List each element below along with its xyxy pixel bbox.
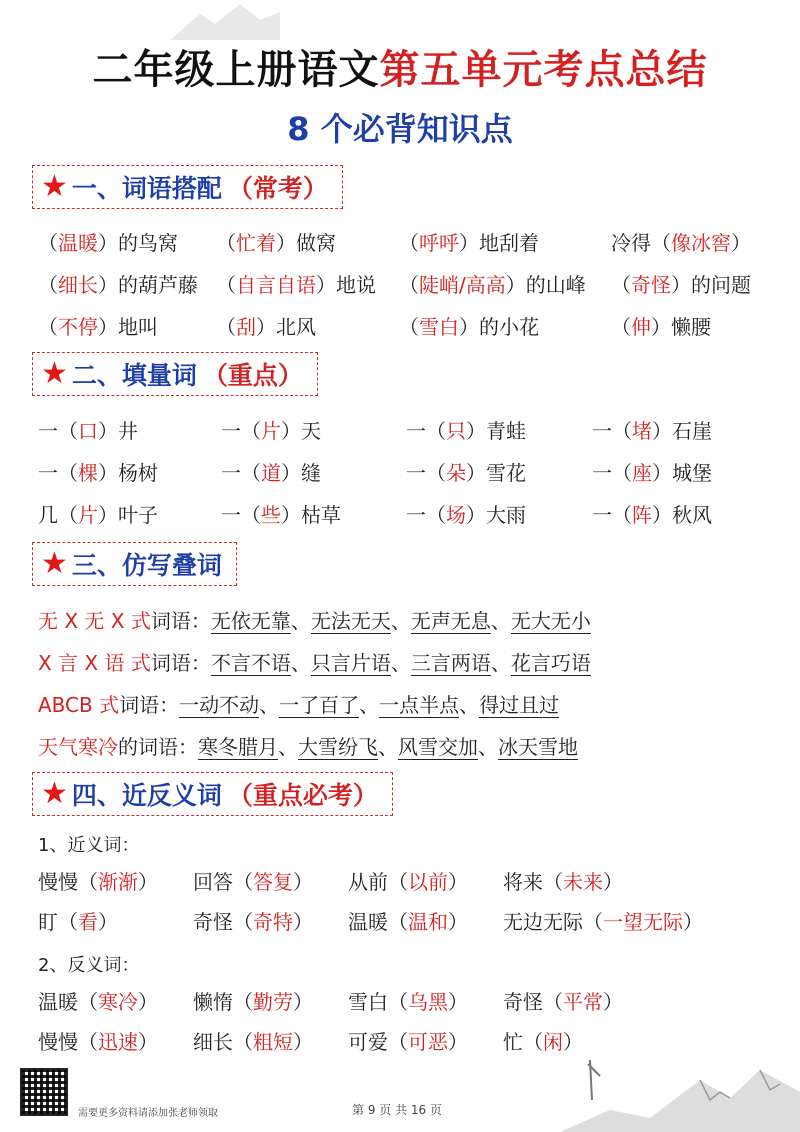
item-text: 雪白（ — [348, 990, 408, 1014]
item-text: （ — [399, 273, 419, 297]
item-answer: 伸 — [631, 315, 651, 339]
item-answer: 看 — [78, 910, 98, 934]
pattern-suffix: 词语： — [150, 651, 211, 675]
idiom-word: 无依无靠 — [210, 609, 291, 633]
synonym-label: 1、近义词： — [38, 835, 140, 856]
item-text: ）的鸟窝 — [98, 231, 178, 255]
separator: 、 — [478, 735, 498, 759]
item-text: ）地说 — [316, 273, 376, 297]
star-icon: ★ — [41, 169, 68, 204]
list-item — [38, 222, 216, 264]
section-4-body — [38, 830, 778, 1062]
list-item — [193, 862, 348, 902]
section-heading-2 — [32, 352, 318, 396]
item-text: 一（ — [592, 461, 632, 485]
list-item — [216, 306, 399, 348]
item-text: 冷得（ — [611, 231, 671, 255]
item-text: ） — [731, 231, 751, 255]
idiom-word: 冰天雪地 — [498, 735, 578, 759]
item-answer: 些 — [261, 503, 281, 527]
item-answer: 勤劳 — [253, 990, 293, 1014]
item-text: ）北风 — [256, 315, 316, 339]
item-answer: 朵 — [446, 461, 466, 485]
item-text: 温暖（ — [38, 990, 98, 1014]
section-2-body — [38, 410, 778, 536]
qr-code — [20, 1068, 68, 1116]
item-text: 忙（ — [503, 1030, 543, 1054]
page-subtitle: 8 个必背知识点 — [287, 110, 513, 148]
item-row — [38, 982, 778, 1022]
item-text: （ — [611, 315, 631, 339]
section-1-body — [38, 222, 778, 348]
separator: 、 — [359, 693, 380, 717]
item-text: ）青蛙 — [466, 419, 526, 443]
section-heading-1 — [32, 165, 343, 209]
item-text: （ — [38, 315, 58, 339]
item-answer: 只 — [446, 419, 466, 443]
list-item — [348, 862, 503, 902]
item-answer: 一望无际 — [603, 910, 683, 934]
idiom-word: 风雪交加 — [398, 735, 478, 759]
separator: 、 — [490, 651, 511, 675]
list-item — [38, 306, 216, 348]
item-text: ） — [293, 870, 313, 894]
item-answer: 棵 — [78, 461, 98, 485]
item-row — [38, 494, 778, 536]
mountain-decoration-top — [170, 0, 280, 40]
pattern-label: 无 X 无 X 式 — [38, 609, 151, 633]
list-item — [406, 452, 592, 494]
pattern-label: X 言 X 语 式 — [38, 651, 151, 675]
list-item — [503, 862, 703, 902]
separator: 、 — [290, 609, 311, 633]
item-answer: 答复 — [253, 870, 293, 894]
page-title — [0, 38, 800, 95]
item-answer: 片 — [261, 419, 281, 443]
list-item — [38, 862, 193, 902]
list-item — [592, 410, 772, 452]
idiom-row — [38, 642, 778, 684]
item-text: ）做窝 — [276, 231, 336, 255]
item-row — [38, 306, 778, 348]
item-answer: 呼呼 — [419, 231, 459, 255]
list-item — [399, 222, 611, 264]
title-black: 二年级上册语文 — [92, 47, 380, 93]
list-item — [592, 452, 772, 494]
list-item — [221, 410, 406, 452]
item-answer: 乌黑 — [408, 990, 448, 1014]
idiom-word: 无声无息 — [410, 609, 491, 633]
star-icon: ★ — [41, 546, 68, 581]
item-text: ） — [683, 910, 703, 934]
item-answer: 可恶 — [408, 1030, 448, 1054]
item-text: 从前（ — [348, 870, 408, 894]
item-row — [38, 264, 778, 306]
item-text: 几（ — [38, 503, 78, 527]
idiom-word: 大雪纷飞 — [298, 735, 378, 759]
separator: 、 — [390, 609, 411, 633]
item-text: ） — [448, 990, 468, 1014]
list-item — [406, 410, 592, 452]
page-number: 第 9 页 共 16 页 — [352, 1103, 442, 1117]
footer-note: 需要更多资料请添加张老师领取 — [78, 1108, 218, 1119]
item-text: ）缝 — [281, 461, 321, 485]
item-answer: 座 — [632, 461, 652, 485]
item-text: （ — [38, 231, 58, 255]
measure-word-list — [38, 410, 778, 536]
item-text: ）的山峰 — [505, 273, 586, 297]
item-text: ） — [138, 990, 158, 1014]
item-text: 温暖（ — [348, 910, 408, 934]
list-item — [348, 982, 503, 1022]
item-text: ） — [138, 1030, 158, 1054]
item-text: （ — [399, 231, 419, 255]
item-text: （ — [216, 273, 236, 297]
item-text: ） — [293, 1030, 313, 1054]
item-text: 奇怪（ — [503, 990, 563, 1014]
item-answer: 堵 — [632, 419, 652, 443]
section-heading-4 — [32, 772, 393, 816]
idiom-row — [38, 684, 778, 726]
item-text: ） — [293, 990, 313, 1014]
item-text: ）地叫 — [98, 315, 158, 339]
item-text: ） — [448, 870, 468, 894]
item-row — [38, 452, 778, 494]
separator: 、 — [259, 693, 280, 717]
item-text: ）石崖 — [652, 419, 712, 443]
item-text: ）地刮着 — [459, 231, 539, 255]
section-tag: （常考） — [227, 174, 328, 203]
item-text: （ — [611, 273, 631, 297]
item-text: 一（ — [592, 419, 632, 443]
item-row — [38, 1022, 778, 1062]
separator: 、 — [459, 693, 480, 717]
list-item — [406, 494, 592, 536]
section-3-body — [38, 600, 778, 768]
list-item — [38, 982, 193, 1022]
list-item — [221, 494, 406, 536]
section-title: 二、填量词 — [71, 361, 197, 390]
item-text: ）杨树 — [98, 461, 158, 485]
separator: 、 — [290, 651, 311, 675]
list-item — [193, 1022, 348, 1062]
section-heading-3 — [32, 542, 237, 586]
section-title: 四、近反义词 — [71, 781, 222, 810]
item-answer: 奇怪 — [631, 273, 671, 297]
item-text: ） — [563, 1030, 583, 1054]
reduplicated-word-list — [38, 600, 778, 768]
item-answer: 以前 — [408, 870, 448, 894]
separator: 、 — [278, 735, 298, 759]
idiom-row — [38, 600, 778, 642]
list-item — [38, 452, 221, 494]
separator: 、 — [378, 735, 398, 759]
item-text: 懒惰（ — [193, 990, 253, 1014]
list-item — [503, 902, 703, 942]
idiom-word: 不言不语 — [210, 651, 291, 675]
pattern-suffix: 词语： — [119, 693, 180, 717]
item-text: ） — [603, 990, 623, 1014]
section-title: 一、词语搭配 — [71, 174, 222, 203]
list-item — [348, 1022, 503, 1062]
item-text: 一（ — [38, 461, 78, 485]
item-text: （ — [216, 315, 236, 339]
item-answer: 口 — [78, 419, 98, 443]
list-item — [611, 222, 776, 264]
item-row — [38, 410, 778, 452]
list-item — [193, 902, 348, 942]
synonym-list — [38, 862, 778, 942]
item-text: （ — [216, 231, 236, 255]
item-text: 回答（ — [193, 870, 253, 894]
section-tag: （重点必考） — [227, 781, 378, 810]
item-text: ）懒腰 — [651, 315, 711, 339]
item-text: ） — [448, 1030, 468, 1054]
item-answer: 细长 — [58, 273, 98, 297]
list-item — [611, 264, 776, 306]
separator: 、 — [390, 651, 411, 675]
list-item — [503, 1022, 703, 1062]
item-answer: 片 — [78, 503, 98, 527]
item-text: 一（ — [406, 461, 446, 485]
item-text: ）枯草 — [281, 503, 341, 527]
item-answer: 道 — [261, 461, 281, 485]
list-item — [592, 494, 772, 536]
item-answer: 刮 — [236, 315, 256, 339]
item-text: ）的小花 — [459, 315, 539, 339]
item-text: 细长（ — [193, 1030, 253, 1054]
item-answer: 温和 — [408, 910, 448, 934]
item-answer: 场 — [446, 503, 466, 527]
item-text: ）井 — [98, 419, 138, 443]
item-row — [38, 862, 778, 902]
antonym-list — [38, 982, 778, 1062]
list-item — [399, 306, 611, 348]
list-item — [348, 902, 503, 942]
item-text: ）雪花 — [466, 461, 526, 485]
item-text: ） — [448, 910, 468, 934]
item-text: 一（ — [406, 419, 446, 443]
item-answer: 奇特 — [253, 910, 293, 934]
item-answer: 平常 — [563, 990, 603, 1014]
list-item — [399, 264, 611, 306]
idiom-word: 无大无小 — [510, 609, 591, 633]
list-item — [193, 982, 348, 1022]
item-text: 无边无际（ — [503, 910, 603, 934]
item-answer: 温暖 — [58, 231, 98, 255]
item-answer: 闲 — [543, 1030, 563, 1054]
item-text: （ — [399, 315, 419, 339]
item-row — [38, 222, 778, 264]
section-title: 三、仿写叠词 — [71, 551, 222, 580]
item-text: ）城堡 — [652, 461, 712, 485]
item-text: ）天 — [281, 419, 321, 443]
list-item — [611, 306, 776, 348]
item-text: 慢慢（ — [38, 870, 98, 894]
item-text: 可爱（ — [348, 1030, 408, 1054]
item-text: ） — [603, 870, 623, 894]
list-item — [216, 264, 399, 306]
list-item — [503, 982, 703, 1022]
idiom-row — [38, 726, 778, 768]
item-text: ） — [98, 910, 118, 934]
star-icon: ★ — [41, 356, 68, 391]
pattern-suffix: 的词语： — [118, 735, 198, 759]
item-text: ）大雨 — [466, 503, 526, 527]
item-text: ）秋风 — [652, 503, 712, 527]
item-answer: 像冰窖 — [671, 231, 731, 255]
separator: 、 — [490, 609, 511, 633]
idiom-word: 无法无天 — [310, 609, 391, 633]
item-text: 一（ — [221, 419, 261, 443]
idiom-word: 一了百了 — [279, 693, 360, 717]
list-item — [38, 902, 193, 942]
item-text: ）的葫芦藤 — [98, 273, 198, 297]
list-item — [38, 1022, 193, 1062]
list-item — [221, 452, 406, 494]
item-text: 一（ — [38, 419, 78, 443]
item-text: ）的问题 — [671, 273, 751, 297]
item-answer: 陡峭/高高 — [419, 273, 506, 297]
item-answer: 忙着 — [236, 231, 276, 255]
item-answer: 自言自语 — [236, 273, 316, 297]
item-text: 慢慢（ — [38, 1030, 98, 1054]
item-answer: 不停 — [58, 315, 98, 339]
pattern-label: 天气寒冷 — [38, 735, 118, 759]
item-answer: 迅速 — [98, 1030, 138, 1054]
item-text: 一（ — [592, 503, 632, 527]
list-item — [216, 222, 399, 264]
item-answer: 寒冷 — [98, 990, 138, 1014]
idiom-word: 得过且过 — [479, 693, 560, 717]
item-text: （ — [38, 273, 58, 297]
item-answer: 雪白 — [419, 315, 459, 339]
idiom-word: 三言两语 — [410, 651, 491, 675]
list-item — [38, 494, 221, 536]
title-red: 第五单元考点总结 — [379, 47, 708, 93]
list-item — [38, 264, 216, 306]
star-icon: ★ — [41, 776, 68, 811]
list-item — [38, 410, 221, 452]
item-text: 盯（ — [38, 910, 78, 934]
idiom-word: 只言片语 — [310, 651, 391, 675]
antonym-label: 2、反义词： — [38, 955, 140, 976]
item-answer: 未来 — [563, 870, 603, 894]
item-text: 一（ — [221, 503, 261, 527]
item-text: ） — [293, 910, 313, 934]
pattern-label: ABCB 式 — [38, 693, 120, 717]
item-text: ） — [138, 870, 158, 894]
collocation-list — [38, 222, 778, 348]
idiom-word: 一动不动 — [179, 693, 260, 717]
item-text: ）叶子 — [98, 503, 158, 527]
item-text: 一（ — [406, 503, 446, 527]
item-text: 奇怪（ — [193, 910, 253, 934]
item-text: 一（ — [221, 461, 261, 485]
item-answer: 渐渐 — [98, 870, 138, 894]
item-row — [38, 902, 778, 942]
pattern-suffix: 词语： — [150, 609, 211, 633]
item-answer: 粗短 — [253, 1030, 293, 1054]
idiom-word: 花言巧语 — [510, 651, 591, 675]
item-text: 将来（ — [503, 870, 563, 894]
item-answer: 阵 — [632, 503, 652, 527]
idiom-word: 寒冬腊月 — [198, 735, 278, 759]
section-tag: （重点） — [202, 361, 303, 390]
idiom-word: 一点半点 — [379, 693, 460, 717]
